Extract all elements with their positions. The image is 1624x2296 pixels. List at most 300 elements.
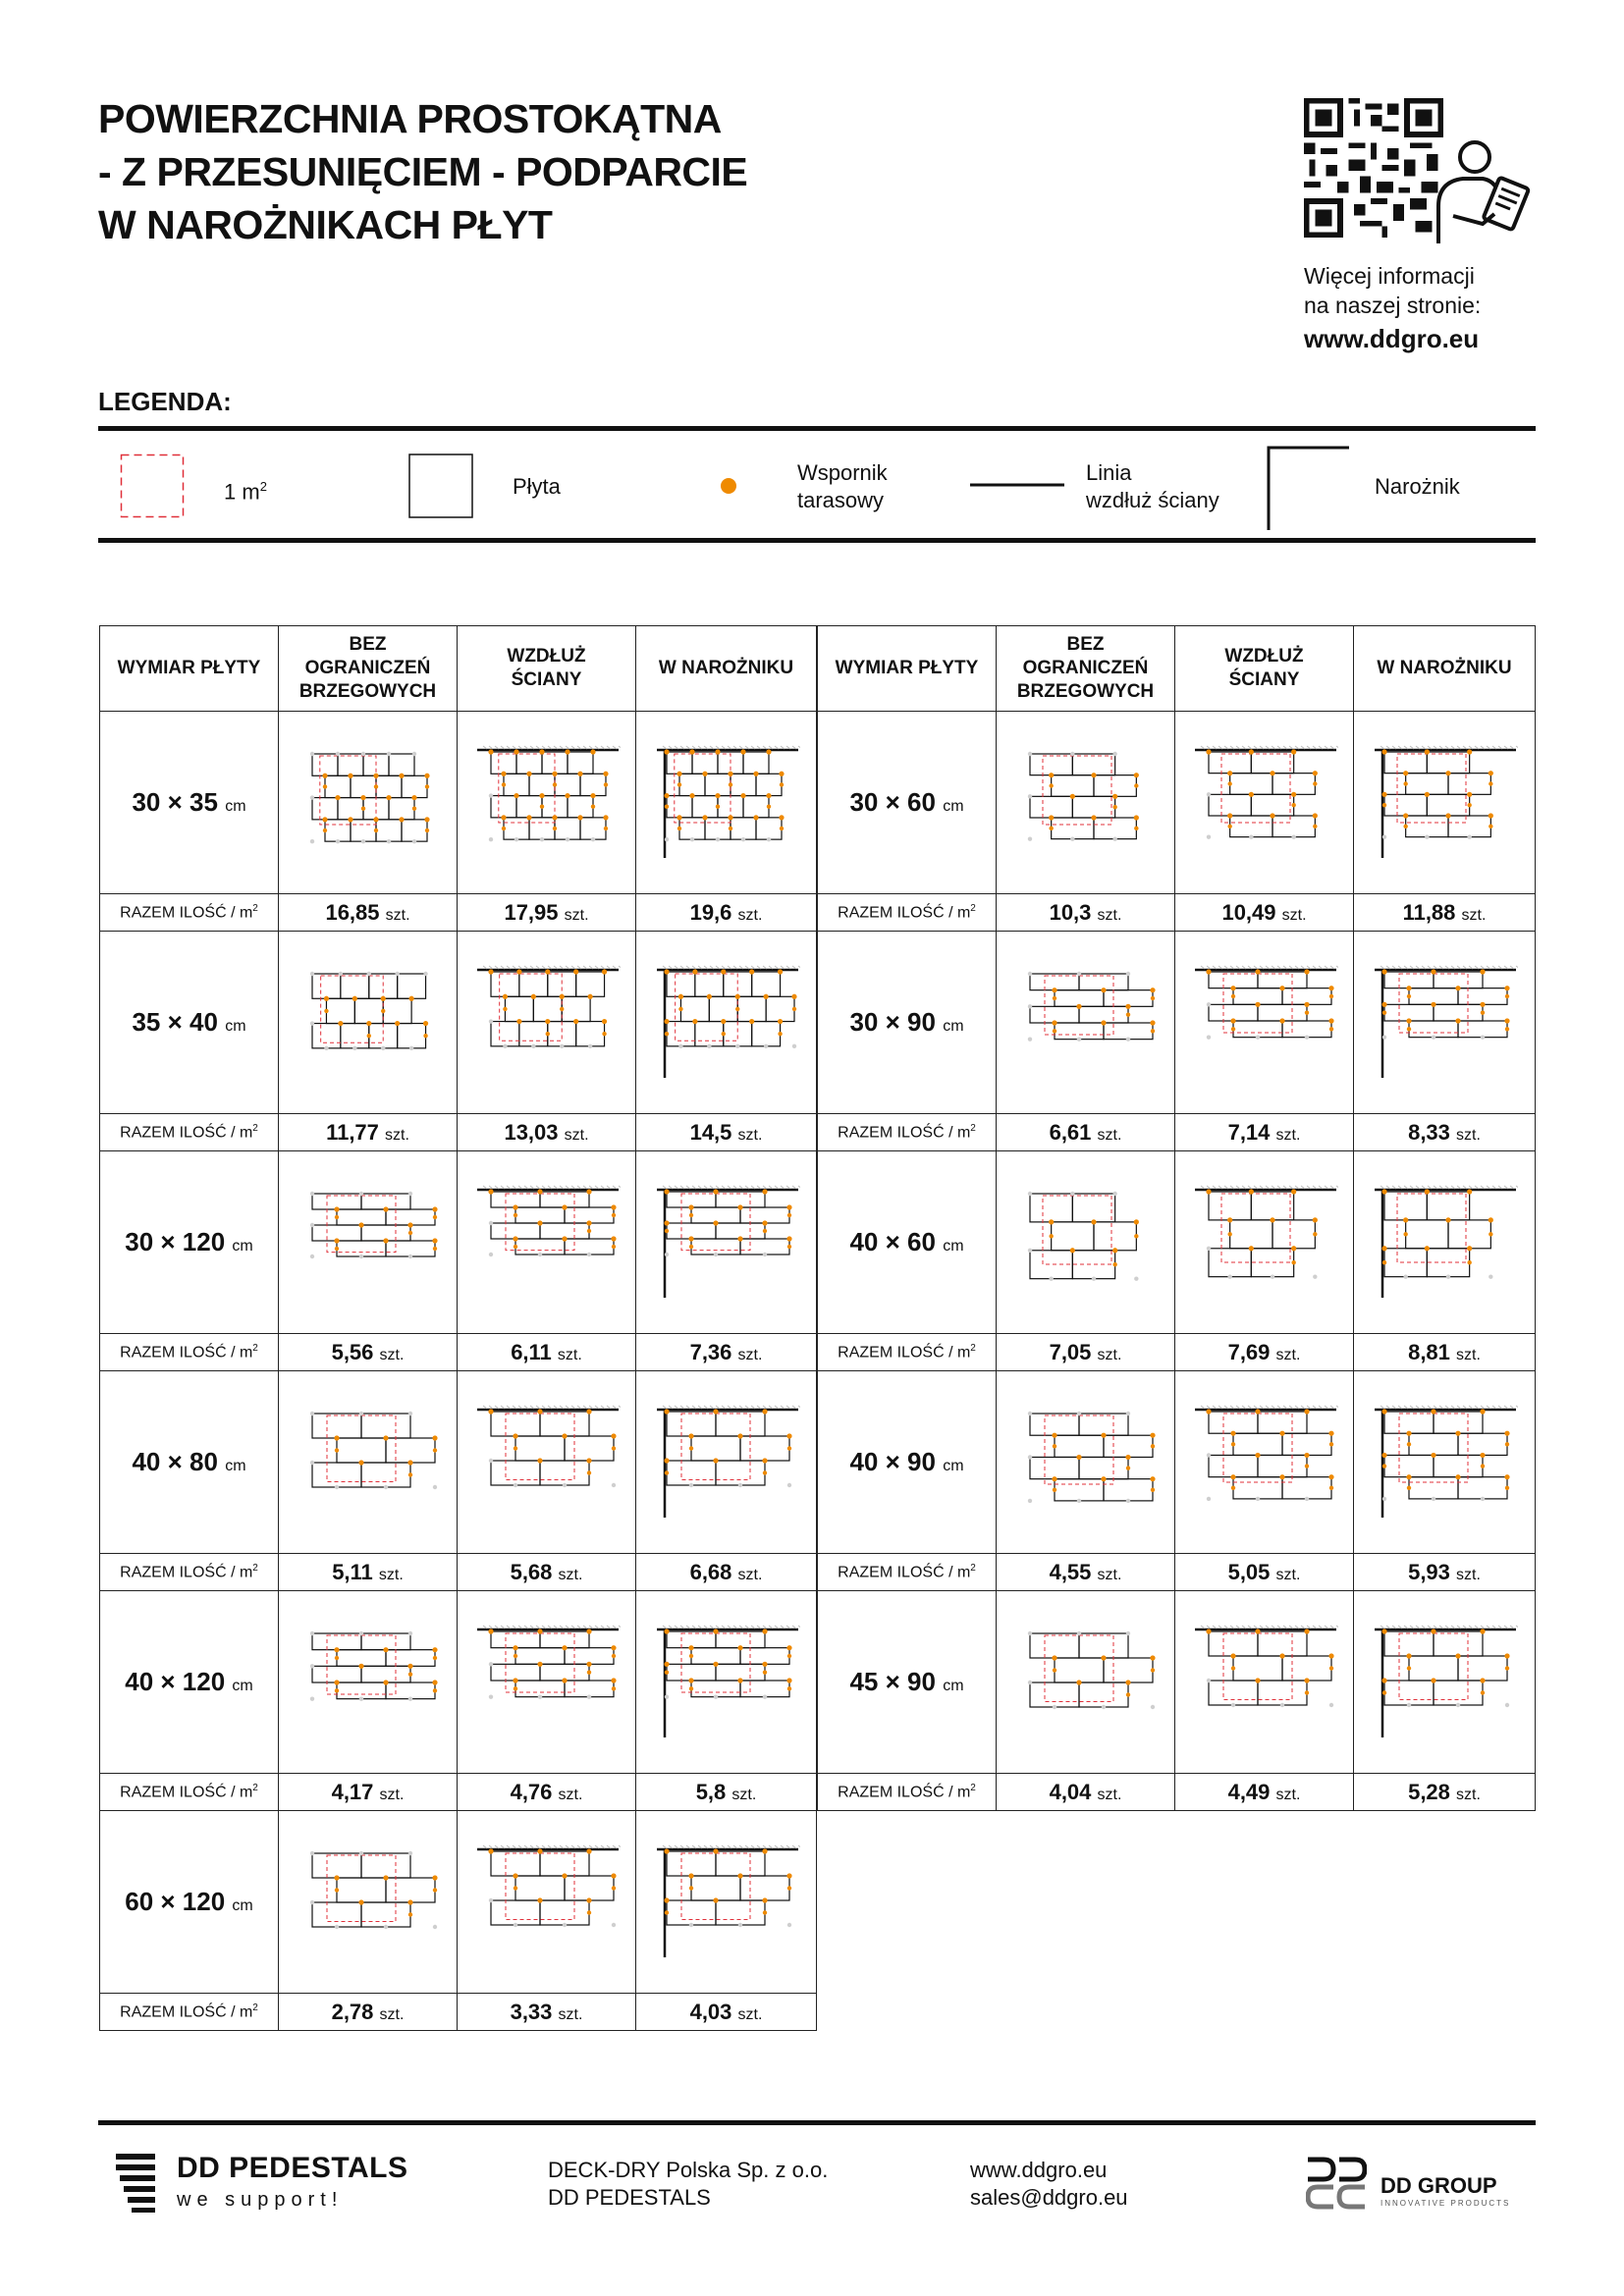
pedestal-dot [322,784,326,788]
pedestal-dot [677,771,681,775]
layout-diagram-wall [458,1811,636,1994]
pedestal-dot [1027,971,1031,975]
column-header [279,626,458,712]
pedestal-dot [1505,1702,1509,1706]
wall-hatch [507,1845,511,1848]
plate [1055,1023,1104,1040]
website-link[interactable]: www.ddgro.eu [1304,324,1480,353]
plate [338,797,363,819]
layout-diagram-wall [1175,1371,1354,1554]
wall-hatch [733,1626,737,1629]
wall-hatch [577,1186,581,1189]
wall-hatch [1380,1186,1384,1189]
pedestal-dot [1027,1037,1031,1041]
count-label [818,1554,997,1591]
wall-hatch [1336,746,1338,749]
m2-area [1221,754,1290,823]
wall-hatch [1201,1186,1205,1189]
wall-hatch [1510,966,1514,969]
pedestal-dot [309,1254,313,1257]
plate-size [100,1371,279,1554]
wall-hatch [583,1626,587,1629]
plate [565,1681,614,1697]
footer-email-link[interactable]: sales@ddgro.eu [970,2185,1128,2210]
pedestal-dot [1027,751,1031,755]
pedestal-dot [381,1008,385,1012]
wall-hatch [669,1186,673,1189]
legend-m2-sup: 2 [259,479,267,494]
plate [1104,1478,1153,1500]
pedestal-dot [1291,749,1296,754]
wall-hatch [613,746,617,749]
wall-hatch [607,966,611,969]
pedestal-dot [786,1886,790,1890]
pedestal-dot [664,1409,669,1414]
legend-wall-line1: Linia [1086,460,1132,485]
plate [1409,1656,1458,1681]
pedestal-dot [713,1409,718,1414]
count-number: 10,49 [1221,899,1276,925]
wall-hatch [786,1186,790,1189]
pedestal-dot [1467,791,1472,796]
pedestal-dot [734,993,739,998]
pedestal-dot [1091,1219,1096,1224]
plate [491,972,519,996]
pedestal-dot [1382,1690,1386,1694]
pedestal-dot [1455,1474,1460,1479]
pedestal-dot [488,1458,492,1462]
pedestal-dot [322,817,327,822]
wall-hatch [739,1186,743,1189]
count-number: 19,6 [689,899,732,925]
wall-hatch [619,966,621,969]
count-value [997,894,1175,932]
pedestal-dot [488,969,493,974]
plate [516,752,542,774]
pedestal-dot [611,1645,616,1650]
pedestal-dot [688,1645,693,1650]
size-row [818,1591,1536,1774]
count-unit: szt. [1461,906,1487,924]
plate-size [100,1811,279,1994]
pedestal-dot [334,1206,339,1211]
pedestal-dot [1381,1246,1386,1251]
m2-area [1397,754,1466,823]
plate [580,817,606,838]
pedestal-dot [786,1482,790,1486]
count-value [458,1334,636,1371]
pedestal-dot [762,1252,766,1255]
wall-hatch [704,1626,708,1629]
plate [515,1436,565,1461]
wall-hatch [524,966,528,969]
pedestal-dot [1125,1454,1130,1459]
wall-hatch [595,1406,599,1409]
count-number: 3,33 [510,1999,553,2024]
wall-hatch [1457,746,1461,749]
count-unit: szt. [379,2005,405,2023]
column-header-line: OGRANICZEŃ [304,658,431,678]
wall-hatch [501,1626,505,1629]
layout-diagram-free [279,1591,458,1774]
wall-hatch [1224,1186,1228,1189]
pedestal-dot [1407,1485,1411,1489]
plate [340,974,368,998]
wall-hatch [1422,1186,1426,1189]
plate [1409,1433,1458,1455]
count-number: 7,69 [1227,1339,1271,1364]
plate [338,754,363,775]
count-value [1175,1114,1354,1151]
pedestal-dot [1489,1217,1493,1222]
pedestal-dot [537,1409,542,1414]
pedestal-dot [1328,1666,1332,1670]
plate [542,795,568,817]
wall-hatch [1201,1626,1205,1629]
wall-hatch [1516,746,1518,749]
pedestal-dot [1112,804,1116,808]
pedestal-dot [386,751,390,755]
legend-pedestal [797,459,888,514]
pedestal-dot [407,1254,411,1257]
pedestal-dot [1304,1678,1309,1682]
wall-hatch [613,1406,617,1409]
pedestal-dot [1481,1690,1485,1694]
wall-hatch [710,966,714,969]
count-number: 8,33 [1408,1119,1450,1145]
wall-hatch [663,1406,667,1409]
plate [1258,1455,1307,1476]
wall-hatch [1475,1406,1479,1409]
pedestal-dot [1270,1274,1273,1278]
wall-hatch [613,966,617,969]
pedestal-dot [611,1244,615,1248]
pedestal-dot [1432,1496,1435,1500]
column-header [997,626,1175,712]
pedestal-dot [562,1482,566,1486]
legend-plate-label: Płyta [513,474,561,499]
pedestal-dot [423,971,427,975]
pedestal-dot [1313,1232,1317,1236]
pedestal-dot [537,1694,541,1698]
plate [667,795,692,817]
wall-hatch [536,1186,540,1189]
column-header [1175,626,1354,712]
wall-hatch [728,1626,731,1629]
wall-hatch [686,966,690,969]
wall-hatch [1457,1406,1461,1409]
wall-hatch [583,1186,587,1189]
count-number: 5,68 [510,1559,553,1584]
wall-hatch [1266,1626,1270,1629]
pedestal-dot [432,1924,436,1928]
pedestal-dot [728,826,731,829]
pedestal-dot [501,782,505,786]
wall-hatch [792,746,796,749]
pedestal-dot [1112,793,1117,798]
pedestal-dot [1052,1444,1056,1448]
layout-diagram-svg [1371,964,1518,1082]
wall-hatch [1230,1406,1234,1409]
pedestal-dot [373,784,377,788]
wall-hatch [1230,1186,1234,1189]
plate-size-unit: cm [943,1238,964,1255]
wall-hatch [1201,746,1205,749]
count-label-sup: 2 [970,1342,976,1354]
plate [705,774,731,795]
pedestal-dot [360,838,364,842]
pedestal-dot [408,995,413,1000]
pedestal-dot [334,1435,339,1440]
wall-hatch [786,966,790,969]
pedestal-dot [1134,1234,1138,1238]
wall-hatch [560,1186,564,1189]
layout-diagram-svg [1371,1404,1518,1522]
wall-hatch [739,746,743,749]
layout-diagram-corner [1354,1151,1536,1334]
wall-hatch [613,1186,617,1189]
wall-hatch [1439,1186,1443,1189]
wall-hatch [1481,966,1485,969]
wall-hatch [1207,746,1211,749]
pedestal-dot [1480,1629,1485,1633]
wall-hatch [518,1845,522,1848]
wall-hatch [1492,966,1496,969]
wall-hatch [798,966,800,969]
m2-area [1043,756,1111,825]
pedestal-dot [1480,969,1485,974]
pedestal-dot [706,993,711,998]
count-unit: szt. [557,1346,582,1363]
wall-hatch [751,746,755,749]
wall-hatch [775,1406,779,1409]
pedestal-dot [1406,1430,1411,1435]
wall-hatch [566,1406,569,1409]
pedestal-dot [513,1204,517,1209]
pedestal-dot [373,773,378,777]
wall-hatch [1439,966,1443,969]
pedestal-dot [395,1020,400,1025]
wall-hatch [530,1845,534,1848]
wall-hatch [554,1626,558,1629]
wall-hatch [1283,966,1287,969]
layout-diagram-svg [653,744,800,862]
pedestal-dot [488,1189,493,1194]
wall-hatch [1325,1406,1328,1409]
plate-size-value: 40 × 80 [132,1447,218,1476]
wall-hatch [733,1845,737,1848]
table-left [99,625,817,2031]
wall-hatch [607,1845,611,1848]
pedestal-dot [1304,1464,1308,1468]
plate [1282,1656,1331,1681]
wall-hatch [589,1186,593,1189]
plate [1030,754,1072,775]
pedestal-dot [309,1696,313,1700]
wall-hatch [1295,746,1299,749]
pedestal-dot [1230,1702,1234,1706]
wall-hatch [1457,1186,1461,1189]
wall-hatch [489,746,493,749]
pedestal-dot [373,828,377,831]
plate [1427,794,1469,816]
plate [1384,1631,1434,1656]
pedestal-dot [735,1006,739,1010]
pedestal-dot [688,1212,692,1216]
layout-diagram-svg [1191,964,1338,1082]
layout-diagram-wall [458,712,636,894]
pedestal-dot [1489,813,1493,818]
wall-hatch [524,1406,528,1409]
layout-diagram-svg [1012,744,1160,862]
plate [312,754,338,775]
legend-m2-label: 1 m [224,479,260,505]
plate [1272,773,1315,794]
layout-diagram-wall [1175,1591,1354,1774]
pedestal-dot [381,1045,385,1049]
wall-hatch [722,1186,726,1189]
column-header [100,626,279,712]
wall-hatch [751,966,755,969]
wall-hatch [1475,966,1479,969]
column-header-line: W NAROŻNIKU [1377,658,1512,678]
wall-hatch [1445,1406,1449,1409]
wall-hatch [763,1845,767,1848]
title-line-2: - Z PRZESUNIĘCIEM - PODPARCIE [98,149,748,194]
pedestal-dot [735,1043,739,1047]
count-value [279,1334,458,1371]
wall-hatch [786,1626,790,1629]
wall-hatch [1410,1186,1414,1189]
wall-hatch [704,966,708,969]
pedestal-dot [335,794,340,799]
plate [1072,796,1114,818]
footer-web-link[interactable]: www.ddgro.eu [970,2158,1108,2182]
plate [1030,1194,1072,1222]
pedestal-dot [334,1875,339,1880]
layout-diagram-wall [1175,1151,1354,1334]
wall-hatch [601,1626,605,1629]
pedestal-dot [513,1686,516,1690]
plate-size [818,1151,997,1334]
pedestal-dot [1480,1452,1485,1457]
pedestal-dot [545,969,550,974]
plate [340,1023,368,1047]
count-number: 5,93 [1408,1559,1450,1584]
pedestal-dot [309,795,313,799]
wall-hatch [577,1626,581,1629]
plate [1209,1248,1251,1276]
wall-hatch [1242,1406,1246,1409]
count-row [100,1334,817,1371]
wall-hatch [792,1406,796,1409]
pedestal-dot [383,1875,388,1880]
wall-hatch [1248,1406,1252,1409]
wall-hatch [1492,1406,1496,1409]
plate [580,774,606,795]
plate [354,998,383,1023]
pedestal-dot [1248,749,1253,754]
pedestal-dot [501,771,506,775]
wall-hatch [680,746,684,749]
pedestal-dot [1381,1629,1386,1633]
wall-hatch [560,1406,564,1409]
wall-hatch [669,1406,673,1409]
plate-size-value: 40 × 120 [125,1667,226,1696]
legend-pedestal-line1: Wspornik [797,460,888,485]
wall-hatch [728,966,731,969]
plate [692,795,718,817]
pedestal-dot [334,1924,338,1928]
wall-hatch [1469,1186,1473,1189]
plate [1051,1221,1093,1250]
plate [540,1851,589,1876]
pedestal-dot [737,1482,741,1486]
pedestal-dot [1150,1704,1154,1708]
layout-diagram-svg [1012,1624,1160,1741]
pedestal-dot [552,815,557,820]
wall-hatch [1392,1186,1396,1189]
count-label [100,1334,279,1371]
layout-diagram-svg [473,1624,621,1741]
pedestal-dot [488,1897,492,1901]
plate [679,774,705,795]
wall-hatch [589,966,593,969]
wall-hatch [530,1626,534,1629]
plate [766,996,794,1021]
pedestal-dot [1403,1232,1407,1236]
wall-hatch [1410,746,1414,749]
pedestal-dot [737,1433,742,1438]
pedestal-dot [1291,1189,1296,1194]
wall-hatch [728,1845,731,1848]
plate [1406,1219,1448,1248]
pedestal-dot [1381,1678,1386,1682]
size-row [100,1591,817,1774]
wall-hatch [1510,1186,1514,1189]
pedestal-dot [664,1670,668,1674]
wall-hatch [716,966,720,969]
pedestal-dot [737,1873,742,1878]
pedestal-dot [586,1848,591,1853]
pedestal-dot [664,1018,669,1023]
wall-hatch [619,1186,621,1189]
pedestal-dot [664,1228,668,1232]
pedestal-dot [1381,749,1386,754]
pedestal-dot [1049,1276,1053,1280]
wall-hatch [560,966,564,969]
wall-hatch [601,966,605,969]
pedestal-dot [1076,971,1080,975]
count-number: 11,88 [1402,899,1456,925]
wall-hatch [792,1845,796,1848]
plate [1458,1476,1507,1498]
wall-hatch [554,1186,558,1189]
plate [386,1438,435,1463]
contact-block [970,2157,1128,2212]
wall-hatch [513,1406,516,1409]
pedestal-dot [1255,1452,1260,1457]
pedestal-dot [1227,781,1231,785]
plate [1079,1682,1128,1707]
plate [1030,1682,1079,1707]
pedestal-dot [664,836,668,840]
plate [1384,1455,1434,1476]
pedestal-dot [1431,1409,1435,1414]
pedestal-dot [1406,1474,1411,1479]
wall-hatch [1398,966,1402,969]
wall-hatch [1230,1626,1234,1629]
